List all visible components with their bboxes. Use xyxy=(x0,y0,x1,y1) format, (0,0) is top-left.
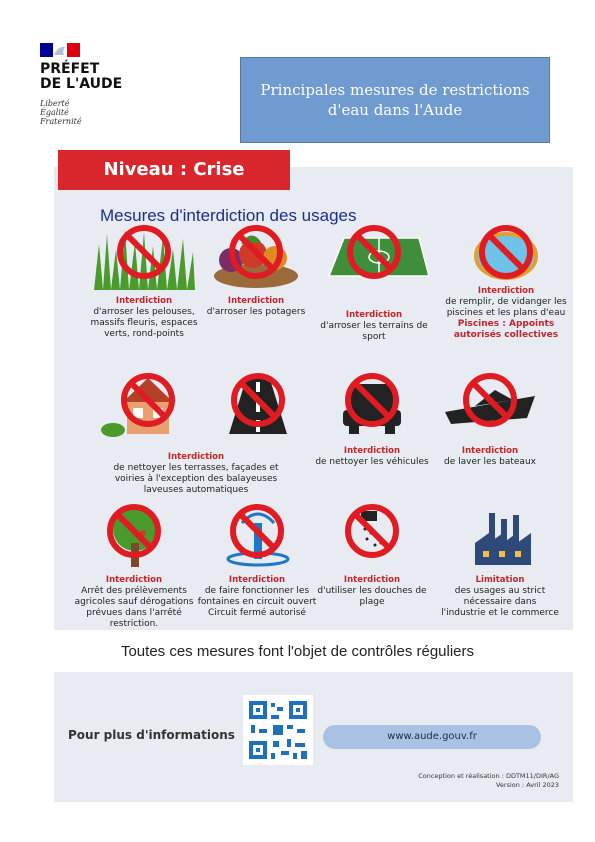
measure-cell xyxy=(312,503,432,608)
measure-cell xyxy=(84,224,204,340)
measure-caption xyxy=(312,446,432,468)
house-facade-icon xyxy=(93,372,203,438)
grass-icon xyxy=(89,224,199,290)
measure-text: des usages au strict nécessaire dans l'industrie et le commerce xyxy=(441,586,559,618)
measure-caption xyxy=(106,452,286,496)
measure-text: de remplir, de vidanger les piscines et les plans d'eau xyxy=(445,297,567,318)
car-icon xyxy=(317,372,427,438)
motto-liberte: Liberté xyxy=(40,99,70,108)
vegetable-basket-icon xyxy=(201,224,311,290)
controls-statement: Toutes ces mesures font l'objet de contrôles réguliers xyxy=(120,643,475,660)
niveau-badge: Niveau : Crise xyxy=(58,150,290,190)
marianne-flag-logo xyxy=(40,42,80,56)
measure-keyword: Interdiction xyxy=(105,575,163,585)
measure-caption xyxy=(312,575,432,608)
measure-keyword: Limitation xyxy=(475,575,525,585)
measure-text: d'arroser les terrains de sport xyxy=(320,321,428,342)
more-info-label: Pour plus d'informations xyxy=(68,728,235,742)
page-title: Principales mesures de restrictions d'eau dans l'Aude xyxy=(260,81,530,119)
measure-text: d'utiliser les douches de plage xyxy=(317,586,427,607)
measure-text: de laver les bateaux xyxy=(444,457,536,467)
measure-cell xyxy=(440,503,560,619)
measure-cell xyxy=(64,503,204,630)
motto-egalite: Égalité xyxy=(40,108,69,117)
prefet-name xyxy=(40,62,160,92)
fountain-icon xyxy=(202,503,312,569)
measure-keyword: Interdiction xyxy=(167,452,225,462)
measure-cell xyxy=(440,224,572,341)
measure-cell xyxy=(196,224,316,318)
measure-keyword: Interdiction xyxy=(345,310,403,320)
prefet-line-1: PRÉFET xyxy=(40,61,100,77)
factory-icon xyxy=(445,503,555,569)
measure-cell xyxy=(430,372,550,468)
prefet-line-2: DE L'AUDE xyxy=(40,76,123,92)
measure-text: de faire fonctionner les fontaines en circuit ouvert Circuit fermé autorisé xyxy=(197,586,317,618)
swimming-pool-icon xyxy=(451,224,561,290)
road-icon xyxy=(203,372,313,438)
measure-caption xyxy=(84,296,204,340)
credit-line-1: Conception et réalisation : DDTM11/DIR/AG xyxy=(418,772,559,780)
measure-text: d'arroser les potagers xyxy=(206,307,306,317)
measure-caption xyxy=(440,575,560,619)
measure-text: de nettoyer les véhicules xyxy=(315,457,429,467)
measure-keyword: Interdiction xyxy=(461,446,519,456)
republic-motto xyxy=(40,99,82,126)
shower-icon xyxy=(317,503,427,569)
measure-keyword: Interdiction xyxy=(477,286,535,296)
qr-code-icon[interactable] xyxy=(243,695,313,765)
measure-text: Arrêt des prélèvements agricoles sauf dérogations prévues dans l'arrêté restriction. xyxy=(74,586,194,629)
measure-text: de nettoyer les terrasses, façades et voiries à l'exception des balayeuses laveuses automatiques xyxy=(113,463,279,495)
measure-keyword: Interdiction xyxy=(343,446,401,456)
measure-caption xyxy=(196,575,318,619)
measure-caption xyxy=(430,446,550,468)
measure-keyword: Interdiction xyxy=(343,575,401,585)
sports-field-icon xyxy=(319,224,429,290)
measure-caption xyxy=(314,310,434,343)
measure-keyword: Interdiction xyxy=(228,575,286,585)
measure-cell xyxy=(88,372,208,438)
fruit-tree-icon xyxy=(79,503,189,569)
measure-caption xyxy=(440,286,572,341)
measure-caption xyxy=(196,296,316,318)
credit-line-2: Version : Avril 2023 xyxy=(495,781,559,789)
measure-keyword: Interdiction xyxy=(115,296,173,306)
measure-cell xyxy=(312,372,432,468)
website-link[interactable]: www.aude.gouv.fr xyxy=(323,725,541,749)
title-banner xyxy=(240,57,550,143)
section-title: Mesures d'interdiction des usages xyxy=(100,206,357,225)
measure-text: d'arroser les pelouses, massifs fleuris, espaces verts, rond-points xyxy=(90,307,198,339)
credit-block xyxy=(418,772,559,790)
boat-icon xyxy=(435,372,545,438)
motto-fraternite: Fraternité xyxy=(40,117,82,126)
measure-cell xyxy=(198,372,318,438)
measure-keyword: Interdiction xyxy=(227,296,285,306)
measure-cell xyxy=(314,224,434,343)
measure-cell xyxy=(196,503,318,619)
measure-caption xyxy=(64,575,204,630)
measure-extra-note: Piscines : Appoints autorisés collectives xyxy=(453,319,559,340)
